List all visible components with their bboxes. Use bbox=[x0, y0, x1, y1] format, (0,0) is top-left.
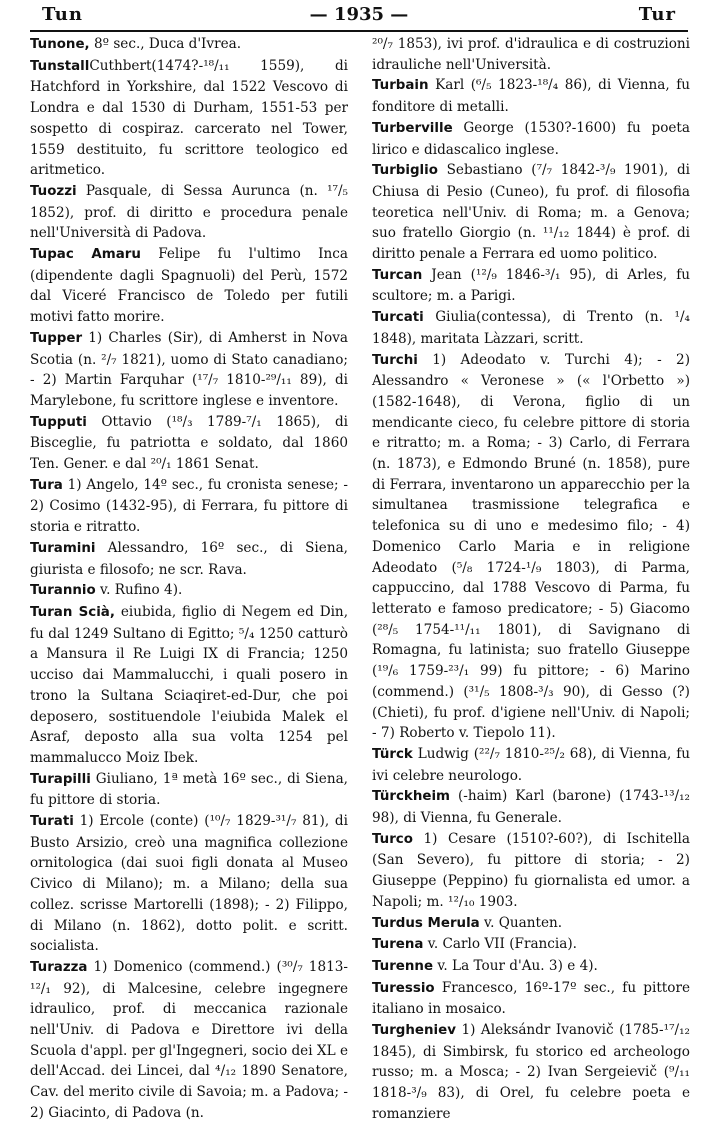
dictionary-entry bbox=[30, 244, 348, 328]
entry-text: v. Rufino 4). bbox=[95, 582, 183, 599]
entry-headword: Turessio bbox=[372, 980, 435, 996]
dictionary-entry bbox=[30, 602, 348, 769]
entry-text: eiubida, figlio di Negem ed Din, fu dal 1249 Sultano di Egitto; ⁵/₄ 1250 catturò a Mansura il Re Luigi IX di Francia; 1250 ucciso dai Mammalucchi, i quali posero in trono la Sultana Sciaqiret-ed-Dur, che poi deposero, sostituendole l'eiubida Malek el Asraf, deposto alla sua volta 1254 pel mammalucco Moiz Ibek. bbox=[30, 603, 349, 766]
entry-headword: Turazza bbox=[30, 959, 88, 975]
entry-text: (-haim) Karl (barone) (1743-¹³/₁₂ 98), di Vienna, fu Generale. bbox=[372, 788, 690, 827]
entry-headword: Turbain bbox=[372, 78, 429, 94]
entry-text: 1) Adeodato v. Turchi 4); - 2) Alessandro « Veronese » (« l'Orbetto ») (1582-1648), di Verona, figlio di un mendicante cieco, fu celebre pittore di storia e ritratto; m. a Roma; - 3) Carlo, di Ferrara (n. 1873), e Edmondo Bruné (n. 1858), pure di Ferrara, inventarono un apparecchio per la simultanea trasmissione telegrafica e telefonica su di uno e medesimo filo; - 4) Domenico Carlo Maria e in religione Adeodato (⁵/₈ 1724-¹/₉ 1803), di Parma, cappuccino, dal 1788 Vescovo di Parma, fu letterato e famoso predicatore; - 5) Giacomo (²⁸/₅ 1754-¹¹/₁₁ 1801), di Savignano di Romagna, fu latinista; suo fratello Giuseppe (¹⁹/₆ 1759-²³/₁ 99) fu pittore; - 6) Marino (commend.) (³¹/₅ 1808-³/₃ 90), di Gesso (?) (Chieti), fu prof. d'igiene nell'Univ. di Napoli; - 7) Roberto v. Tiepolo 11). bbox=[372, 351, 690, 742]
entry-text: 1) Domenico (commend.) (³⁰/₇ 1813-¹²/₁ 92), di Malcesine, celebre ingegnere idraulico, prof. di meccanica razionale nell'Univ. di Padova e Direttore ivi della Scuola d'appl. per gl'Ingegneri, socio dei XL e dell'Accad. dei Lincei, dal ⁴/₁₂ 1890 Senatore, Cav. del merito civile di Savoia; m. a Padova; - 2) Giacinto, di Padova (n. bbox=[30, 958, 348, 1121]
dictionary-entry bbox=[372, 1020, 690, 1125]
dictionary-entry bbox=[372, 744, 690, 786]
left-column bbox=[30, 34, 348, 1124]
entry-text: Pasquale, di Sessa Aurunca (n. ¹⁷/₅ 1852), prof. di diritto e procedura penale nell'Università di Padova. bbox=[30, 182, 348, 242]
entry-text: Francesco, 16º-17º sec., fu pittore italiano in mosaico. bbox=[372, 979, 690, 1018]
entry-headword: Tunstall bbox=[30, 58, 90, 74]
dictionary-entry bbox=[372, 978, 690, 1020]
entry-headword: Turchi bbox=[372, 352, 418, 368]
entry-text: 1) Aleksándr Ivanovič (1785-¹⁷/₁₂ 1845), di Simbirsk, fu storico ed archeologo russo; m. a Mosca; - 2) Ivan Sergeievič (⁹/₁₁ 1818-³/₉ 83), di Orel, fu celebre poeta e romanziere bbox=[372, 1022, 690, 1122]
entry-headword: Tura bbox=[30, 477, 63, 493]
entry-headword: Turamini bbox=[30, 540, 96, 556]
entry-headword: Turcan bbox=[372, 267, 423, 283]
entry-text: v. Quanten. bbox=[479, 914, 563, 931]
header-rule bbox=[30, 30, 688, 32]
entry-headword: Turgheniev bbox=[372, 1023, 456, 1039]
entry-headword: Tunone, bbox=[30, 37, 90, 52]
dictionary-entry bbox=[372, 118, 690, 160]
entry-headword: Tupac Amaru bbox=[30, 247, 141, 263]
entry-headword: Turco bbox=[372, 831, 413, 847]
dictionary-entry bbox=[372, 75, 690, 117]
dictionary-entry bbox=[372, 934, 690, 956]
entry-text: v. La Tour d'Au. 3) e 4). bbox=[433, 957, 598, 974]
page-header bbox=[32, 4, 686, 30]
page-number: — 1935 — bbox=[309, 4, 409, 25]
dictionary-entry bbox=[30, 957, 348, 1124]
entry-text: ²⁰/₇ 1853), ivi prof. d'idraulica e di costruzioni idrauliche nell'Università. bbox=[372, 36, 690, 73]
entry-headword: Türck bbox=[372, 746, 413, 762]
entry-headword: Türckheim bbox=[372, 789, 450, 805]
dictionary-entry bbox=[372, 829, 690, 913]
header-left-guide-word: Tun bbox=[42, 4, 83, 25]
entry-headword: Tuozzi bbox=[30, 183, 77, 199]
entry-text: 8º sec., Duca d'Ivrea. bbox=[89, 36, 242, 52]
entry-headword: Turapilli bbox=[30, 771, 91, 787]
dictionary-entry bbox=[30, 475, 348, 538]
entry-headword: Tupper bbox=[30, 330, 83, 346]
entry-headword: Turcati bbox=[372, 310, 424, 326]
entry-headword: Turan Scià, bbox=[30, 604, 115, 620]
dictionary-entry bbox=[372, 160, 690, 265]
entry-text: Karl (⁶/₅ 1823-¹⁸/₄ 86), di Vienna, fu fonditore di metalli. bbox=[372, 77, 690, 116]
entry-headword: Tupputi bbox=[30, 414, 87, 430]
entry-headword: Turannio bbox=[30, 583, 96, 599]
entry-text: Giulia(contessa), di Trento (n. ¹/₄ 1848), maritata Làzzari, scritt. bbox=[372, 309, 690, 347]
dictionary-entry bbox=[30, 34, 348, 56]
entry-headword: Turbiglio bbox=[372, 163, 438, 179]
dictionary-entry bbox=[372, 786, 690, 828]
entry-headword: Turdus Merula bbox=[372, 915, 480, 931]
header-right-guide-word: Tur bbox=[638, 4, 676, 25]
dictionary-entry bbox=[30, 181, 348, 244]
dictionary-entry bbox=[30, 538, 348, 580]
dictionary-entry bbox=[30, 56, 348, 181]
entry-headword: Turenne bbox=[372, 958, 434, 974]
entry-text: v. Carlo VII (Francia). bbox=[423, 936, 577, 953]
entry-text: Alessandro, 16º sec., di Siena, giurista e filosofo; ne scr. Rava. bbox=[30, 539, 348, 578]
entry-text: 1) Angelo, 14º sec., fu cronista senese; - 2) Cosimo (1432-95), di Ferrara, fu pittore di storia e ritratto. bbox=[30, 476, 348, 536]
dictionary-entry bbox=[372, 913, 690, 935]
dictionary-entry bbox=[30, 580, 348, 602]
entry-text: Sebastiano (⁷/₇ 1842-³/₉ 1901), di Chiusa di Pesio (Cuneo), fu prof. di filosofia teoretica nell'Univ. di Roma; m. a Genova; suo fratello Giorgio (n. ¹¹/₁₂ 1844) è prof. di diritto penale a Ferrara ed uomo politico. bbox=[372, 162, 690, 263]
entry-text: George (1530?-1600) fu poeta lirico e didascalico inglese. bbox=[372, 119, 690, 158]
entry-text: 1) Cesare (1510?-60?), di Ischitella (San Severo), fu pittore di storia; - 2) Giuseppe (Peppino) fu giornalista ed umor. a Napoli; m. ¹²/₁₀ 1903. bbox=[372, 830, 690, 910]
right-column bbox=[372, 34, 690, 1125]
entry-text: Felipe fu l'ultimo Inca (dipendente dagli Spagnuoli) del Perù, 1572 dal Viceré Francisco de Toledo per futili motivi fatto morire. bbox=[30, 246, 348, 326]
dictionary-entry bbox=[372, 307, 690, 349]
entry-text: 1) Ercole (conte) (¹⁰/₇ 1829-³¹/₇ 81), di Busto Arsizio, creò una magnifica collezione ornitologica (dai suoi figli donata al Museo Civico di Milano); m. a Milano; della sua collez. scrisse Martorelli (1898); - 2) Filippo, di Milano (n. 1862), dotto polit. e scritt. socialista. bbox=[30, 813, 348, 955]
dictionary-entry bbox=[372, 350, 690, 744]
dictionary-entry bbox=[30, 328, 348, 412]
dictionary-entry bbox=[372, 956, 690, 978]
dictionary-entry bbox=[30, 769, 348, 811]
entry-text: Giuliano, 1ª metà 16º sec., di Siena, fu pittore di storia. bbox=[30, 770, 348, 809]
dictionary-entry bbox=[30, 811, 348, 957]
entry-text: Jean (¹²/₉ 1846-³/₁ 95), di Arles, fu scultore; m. a Parigi. bbox=[372, 266, 690, 305]
entry-text: Cuthbert(1474?-¹⁸/₁₁ 1559), di Hatchford in Yorkshire, dal 1522 Vescovo di Londra e dal 1530 di Durham, 1551-53 per sospetto di cospiraz. carcerato nel Tower, 1559 destituito, fu scrittore teologico ed aritmetico. bbox=[30, 57, 348, 179]
entry-text: 1) Charles (Sir), di Amherst in Nova Scotia (n. ²/₇ 1821), uomo di Stato canadiano; - 2) Martin Farquhar (¹⁷/₇ 1810-²⁹/₁₁ 89), di Marylebone, fu scrittore inglese e inventore. bbox=[30, 329, 348, 409]
entry-headword: Turena bbox=[372, 937, 424, 953]
dictionary-entry bbox=[372, 34, 690, 75]
entry-headword: Turati bbox=[30, 814, 74, 830]
entry-text: Ludwig (²²/₇ 1810-²⁵/₂ 68), di Vienna, fu ivi celebre neurologo. bbox=[372, 745, 690, 784]
entry-headword: Turberville bbox=[372, 120, 453, 136]
dictionary-entry bbox=[30, 412, 348, 475]
entry-text: Ottavio (¹⁸/₃ 1789-⁷/₁ 1865), di Bisceglie, fu patriotta e soldato, dal 1860 Ten. Gener. e dal ²⁰/₁ 1861 Senat. bbox=[30, 413, 348, 473]
dictionary-entry bbox=[372, 265, 690, 307]
